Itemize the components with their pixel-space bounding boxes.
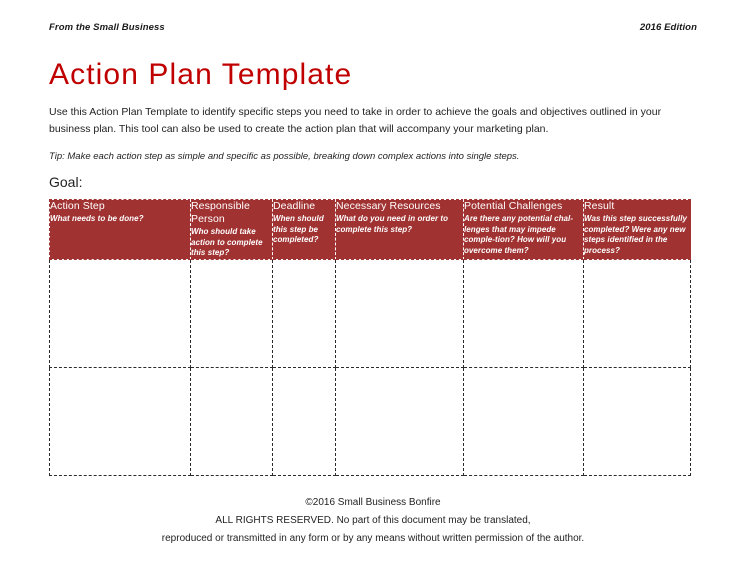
intro-paragraph: Use this Action Plan Template to identify specific steps you need to take in order to achieve the goals and objectives outlined in your business plan. This tool can also be used to create the action plan that will accompany your marketing plan. bbox=[49, 106, 662, 135]
footer-rights-line-2: reproduced or transmitted in any form or by any means without written permission of the author. bbox=[161, 533, 585, 544]
column-subtitle: Are there any potential chal-lenges that may impede comple-tion? How will you overcome them? bbox=[464, 214, 574, 255]
page-title: Action Plan Template bbox=[49, 58, 353, 91]
column-title: Action Step bbox=[50, 200, 105, 212]
cell-result[interactable] bbox=[584, 367, 691, 475]
column-subtitle: When should this step be completed? bbox=[273, 214, 324, 244]
column-header-result bbox=[584, 200, 691, 260]
document-footer bbox=[0, 494, 746, 548]
cell-deadline[interactable] bbox=[273, 367, 336, 475]
table-row bbox=[50, 367, 691, 475]
running-header-right: 2016 Edition bbox=[639, 22, 697, 33]
table-header bbox=[50, 200, 691, 260]
column-subtitle: Who should take action to complete this step? bbox=[191, 227, 263, 257]
cell-necessary-resources[interactable] bbox=[336, 367, 464, 475]
column-title: Responsible Person bbox=[191, 200, 250, 225]
goal-label: Goal: bbox=[49, 174, 83, 190]
cell-action-step[interactable] bbox=[50, 367, 191, 475]
column-subtitle: What needs to be done? bbox=[50, 214, 144, 223]
column-subtitle: Was this step successfully completed? Were any new steps identified in the process? bbox=[584, 214, 687, 255]
footer-copyright: ©2016 Small Business Bonfire bbox=[305, 497, 441, 508]
column-header-deadline bbox=[273, 200, 336, 260]
column-title: Potential Challenges bbox=[464, 200, 563, 212]
action-plan-table bbox=[49, 199, 691, 476]
table-body bbox=[50, 259, 691, 475]
cell-potential-challenges[interactable] bbox=[464, 259, 584, 367]
column-subtitle: What do you need in order to complete this step? bbox=[336, 214, 449, 234]
cell-action-step[interactable] bbox=[50, 259, 191, 367]
cell-responsible-person[interactable] bbox=[191, 259, 273, 367]
running-header bbox=[49, 22, 697, 33]
cell-necessary-resources[interactable] bbox=[336, 259, 464, 367]
cell-deadline[interactable] bbox=[273, 259, 336, 367]
column-header-necessary-resources bbox=[336, 200, 464, 260]
cell-result[interactable] bbox=[584, 259, 691, 367]
running-header-left: From the Small Business bbox=[49, 22, 165, 33]
cell-potential-challenges[interactable] bbox=[464, 367, 584, 475]
table-row bbox=[50, 259, 691, 367]
footer-rights-line-1: ALL RIGHTS RESERVED. No part of this document may be translated, bbox=[215, 515, 531, 526]
column-title: Necessary Resources bbox=[336, 200, 441, 212]
column-header-action-step bbox=[50, 200, 191, 260]
cell-responsible-person[interactable] bbox=[191, 367, 273, 475]
column-title: Deadline bbox=[273, 200, 316, 212]
column-title: Result bbox=[584, 200, 615, 212]
table-header-row bbox=[50, 200, 691, 260]
tip-paragraph: Tip: Make each action step as simple and specific as possible, breaking down complex actions into single steps. bbox=[49, 151, 520, 162]
column-header-responsible-person bbox=[191, 200, 273, 260]
column-header-potential-challenges bbox=[464, 200, 584, 260]
